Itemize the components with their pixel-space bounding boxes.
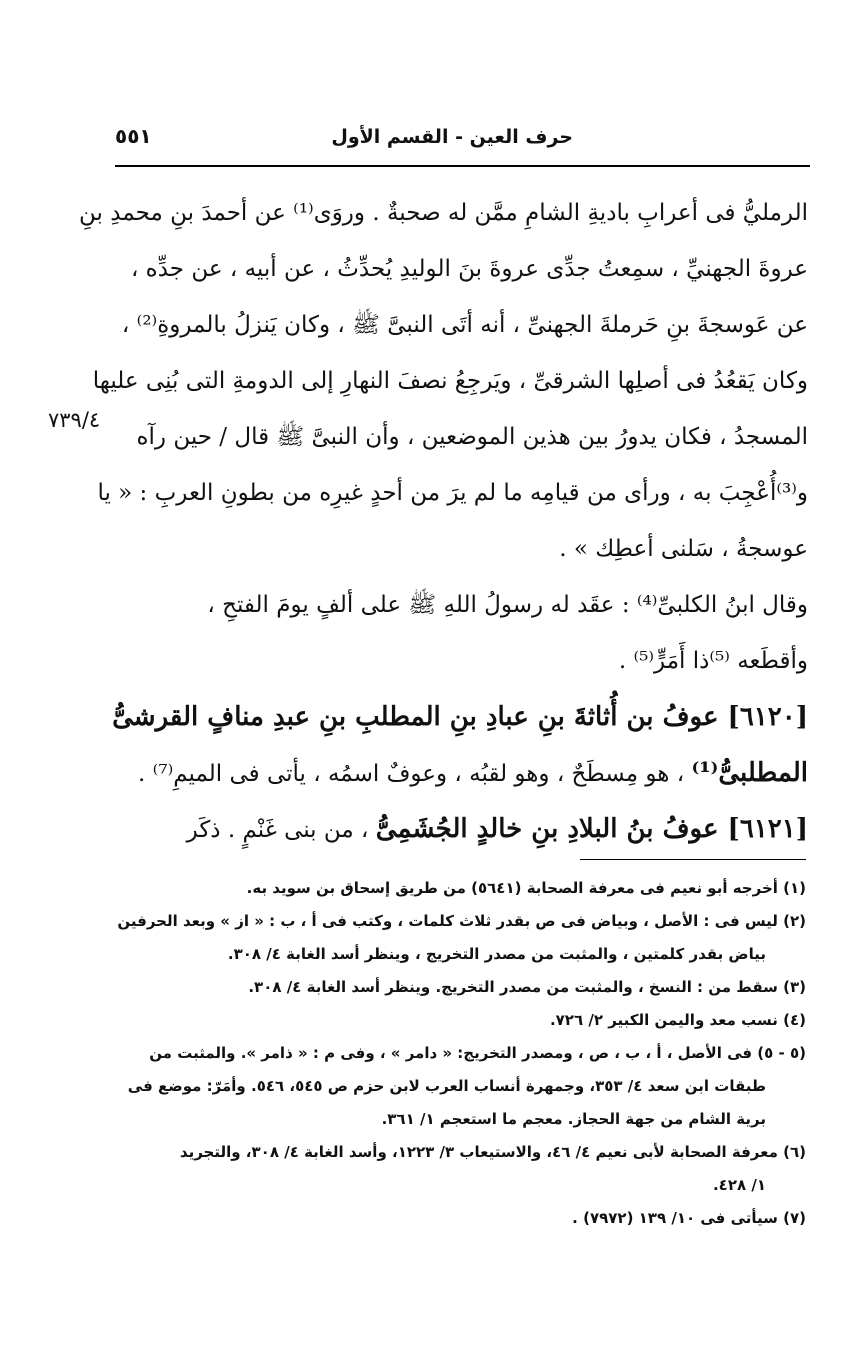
text-line: المسجدُ ، فكان يدورُ بين هذين الموضعين ، وأن النبىَّ ﷺ قال / حين رآه	[136, 424, 808, 450]
margin-reference: ٧٣٩/٤	[48, 408, 101, 432]
entry-name: [٦١٢١] عوفُ بنُ البلادِ بنِ خالدٍ الجُشَمِىُّ	[375, 814, 808, 844]
footnote: (٤) نسب معد واليمن الكبير ٢/ ٧٢٦.	[549, 1011, 806, 1029]
footnote-continuation: بياض بقدر كلمتين ، والمثبت من مصدر التخريج ، وينظر أسد الغابة ٤/ ٣٠٨.	[227, 945, 766, 963]
footnote: (١) أخرجه أبو نعيم فى معرفة الصحابة (٥٦٤١) من طريق إسحاق بن سويد به.	[246, 879, 806, 897]
entry-name: المطلبىُّ⁽¹⁾	[691, 758, 808, 788]
text-line: وكان يَقعُدُ فى أصلِها الشرقىِّ ، ويَرجِعُ نصفَ النهارِ إلى الدومةِ التى بُنِى عليها	[92, 368, 808, 394]
footnotes	[112, 872, 806, 1235]
entry-text: ، هو مِسطَحٌ ، وهو لقبُه ، وعوفٌ اسمُه ، يأتى فى الميمِ⁽⁷⁾ .	[138, 761, 692, 787]
text-line: عوسجةُ ، سَلنى أعطِك » .	[559, 536, 808, 562]
footnote-continuation: طبقات ابن سعد ٤/ ٣٥٣، وجمهرة أنساب العرب لابن حزم ص ٥٤٥، ٥٤٦. وأمَرّ: موضع فى	[127, 1077, 766, 1095]
footnote-divider	[580, 859, 806, 860]
footnote: (٢) ليس فى : الأصل ، وبياض فى ص بقدر ثلاث كلمات ، وكتب فى أ ، ب : « از » وبعد الحرفين	[117, 912, 806, 930]
main-text	[79, 185, 808, 857]
text-line: عن عَوسجةَ بنِ حَرملةَ الجهنىِّ ، أنه أتَى النبىَّ ﷺ ، وكان يَنزلُ بالمروةِ⁽²⁾ ،	[121, 312, 808, 338]
footnote: (٥ - ٥) فى الأصل ، أ ، ب ، ص ، ومصدر التخريج: « دامر » ، وفى م : « ذامر ». والمثبت من	[149, 1044, 806, 1062]
footnote: (٣) سقط من : النسخ ، والمثبت من مصدر التخريج. وينظر أسد الغابة ٤/ ٣٠٨.	[248, 978, 806, 996]
footnote: (٦) معرفة الصحابة لأبى نعيم ٤/ ٤٦، والاستيعاب ٣/ ١٢٢٣، وأسد الغابة ٤/ ٣٠٨، والتجريد	[179, 1143, 806, 1161]
text-line: و⁽³⁾أُعْجِبَ به ، ورأى من قيامِه ما لم يرَ من أحدٍ غيرِه من بطونِ العربِ : « يا	[97, 480, 808, 506]
text-line: عروةَ الجهنيِّ ، سمِعتُ جدِّى عروةَ بنَ الوليدِ يُحدِّثُ ، عن أبيه ، عن جدِّه ،	[130, 256, 808, 282]
footnote-continuation: ١/ ٤٢٨.	[712, 1176, 766, 1194]
text-line: الرمليُّ فى أعرابِ باديةِ الشامِ ممَّن له صحبةٌ . وروَى⁽¹⁾ عن أحمدَ بنِ محمدِ بنِ	[79, 200, 808, 226]
entry-heading	[112, 801, 808, 857]
entry-heading: [٦١٢٠] عوفُ بن أُثاثةَ بنِ عبادِ بنِ المطلبِ بنِ عبدِ منافٍ القرشىُّ	[112, 702, 808, 732]
page-header	[115, 118, 778, 162]
text-line: وقال ابنُ الكلبىِّ⁽⁴⁾ : عقَد له رسولُ اللهِ ﷺ على ألفٍ يومَ الفتحِ ،	[207, 592, 808, 618]
header-divider	[115, 165, 810, 167]
text-line: وأقطَعه ⁽⁵⁾ذا أَمَرٍّ⁽⁵⁾ .	[618, 648, 808, 674]
footnote-continuation: برية الشام من جهة الحجاز. معجم ما استعجم ١/ ٣٦١.	[381, 1110, 766, 1128]
entry-text: ، من بنى غَنْمٍ . ذكَر	[186, 817, 376, 843]
running-title: حرف العين - القسم الأول	[331, 126, 573, 148]
entry-continuation	[112, 745, 808, 801]
page-number: ٥٥١	[115, 124, 152, 148]
footnote: (٧) سيأتى فى ١٠/ ١٣٩ (٧٩٧٢) .	[572, 1209, 806, 1227]
